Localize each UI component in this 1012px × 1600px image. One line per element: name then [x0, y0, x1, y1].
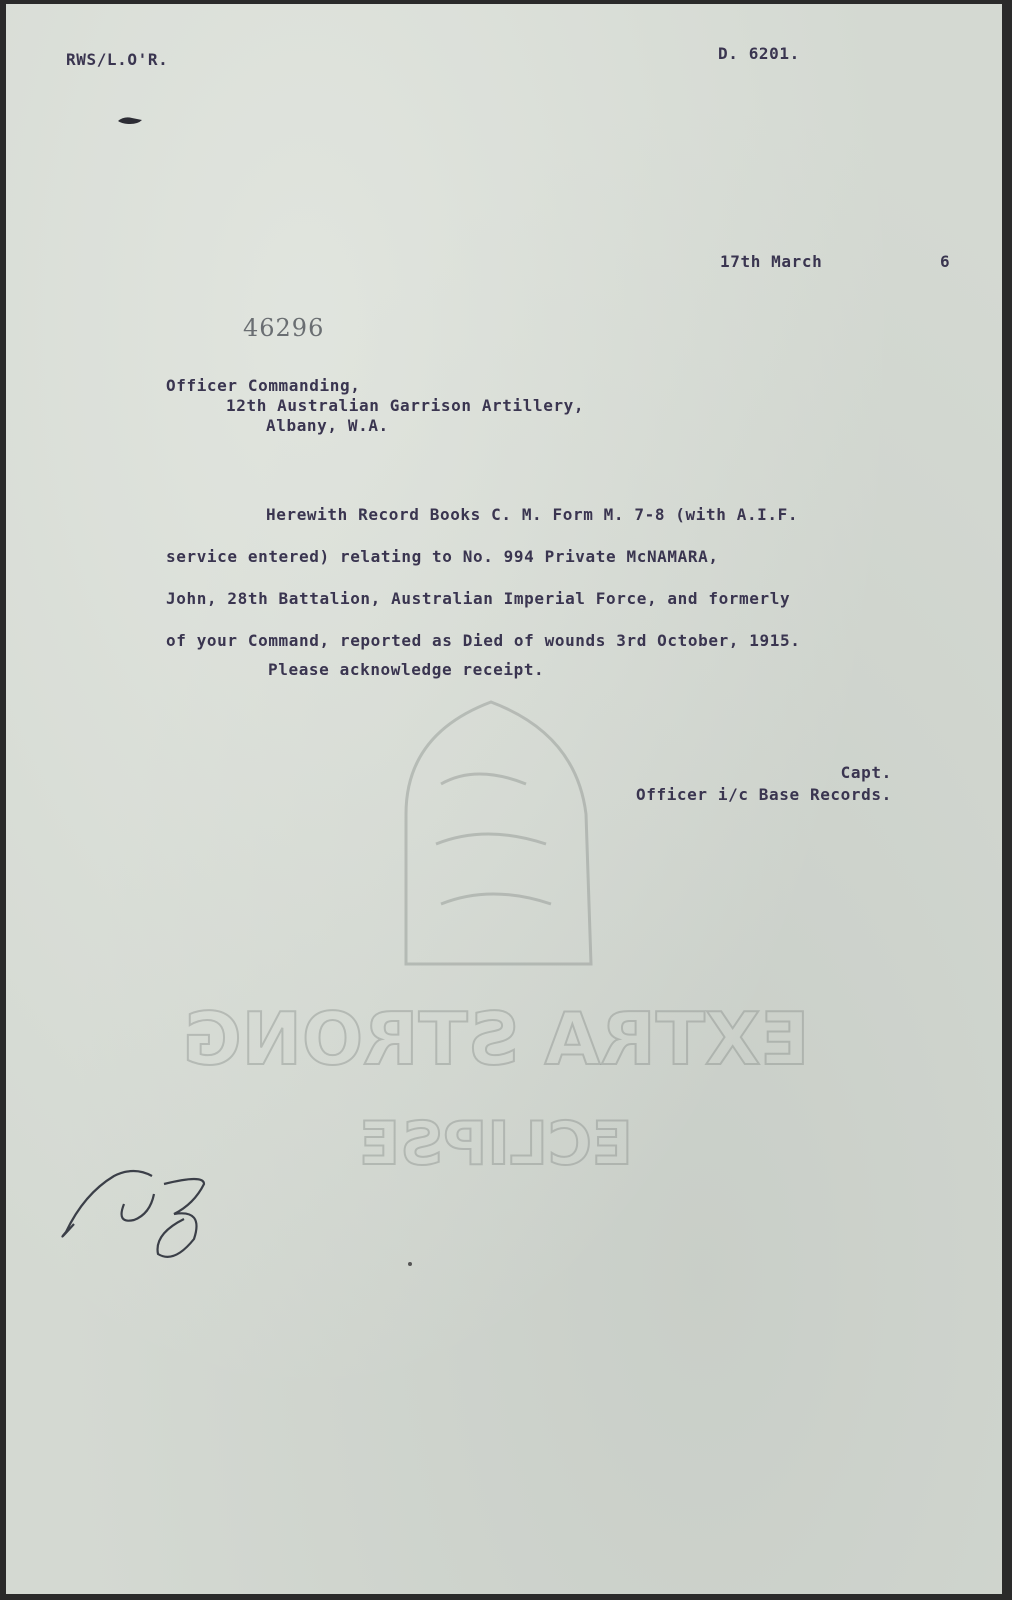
signature-title: Officer i/c Base Records. — [636, 785, 892, 804]
letter-body — [166, 494, 800, 662]
ink-dot — [408, 1262, 412, 1266]
addressee-line: Officer Commanding, — [166, 376, 361, 395]
acknowledge-line: Please acknowledge receipt. — [268, 660, 545, 679]
document-page — [6, 4, 1002, 1594]
crest-icon — [406, 702, 591, 964]
watermark-line2: ECLIPSE — [359, 1109, 633, 1174]
file-number: D. 6201. — [718, 44, 800, 63]
addressee-block — [166, 376, 584, 436]
addressee-line: 12th Australian Garrison Artillery, — [226, 396, 585, 415]
body-line: of your Command, reported as Died of wounds 3rd October, 1915. — [166, 631, 801, 650]
ink-mark-icon — [116, 112, 146, 128]
body-line: service entered) relating to No. 994 Private McNAMARA, — [166, 547, 719, 566]
reference-code: RWS/L.O'R. — [66, 50, 169, 69]
paper-watermark — [156, 694, 836, 1174]
body-line: Herewith Record Books C. M. Form M. 7-8 (with A.I.F. — [266, 505, 799, 524]
signature-rank: Capt. — [840, 763, 892, 782]
body-line: John, 28th Battalion, Australian Imperial Force, and formerly — [166, 589, 791, 608]
stamp-number: 46296 — [243, 314, 325, 342]
handwritten-initials — [54, 1154, 224, 1264]
addressee-line: Albany, W.A. — [266, 416, 389, 435]
watermark-line1: EXTRA STRONG — [182, 997, 810, 1081]
letter-date: 17th March — [720, 252, 823, 271]
year-digit: 6 — [940, 252, 951, 271]
